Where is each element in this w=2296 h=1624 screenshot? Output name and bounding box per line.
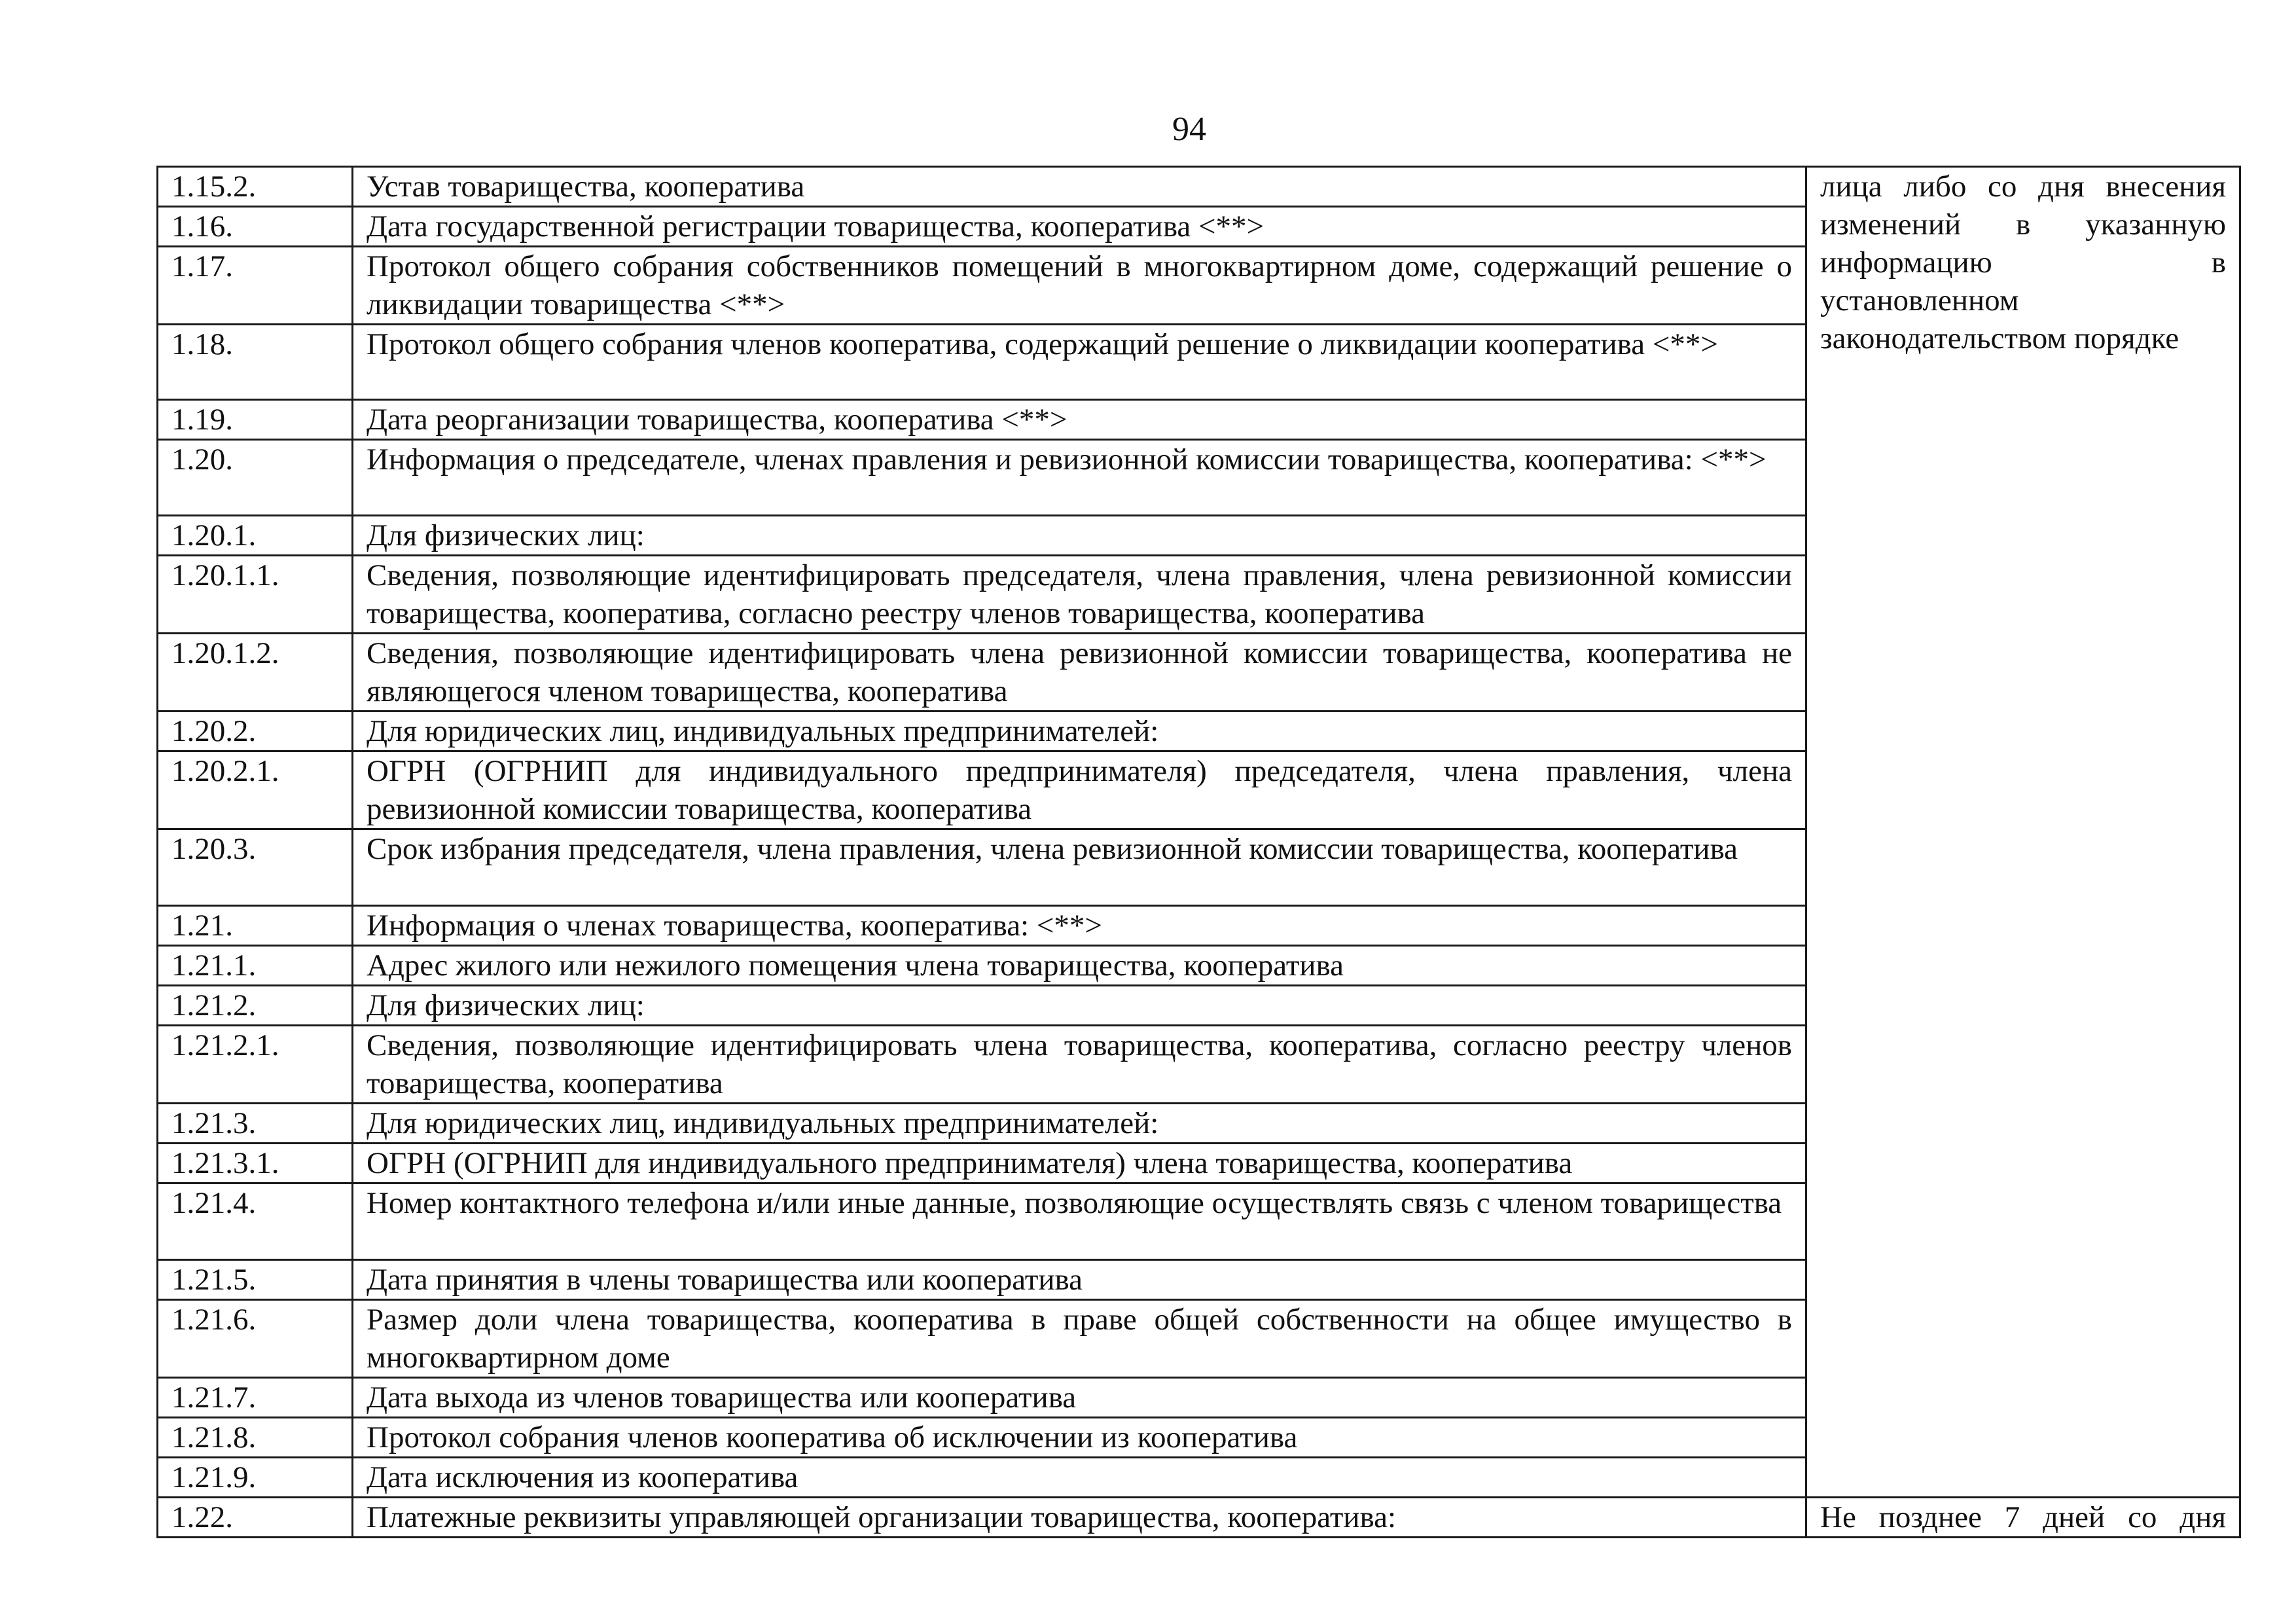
item-number: 1.22. [158,1498,353,1538]
item-number: 1.20.3. [158,829,353,906]
item-description: Дата исключения из кооператива [353,1458,1806,1498]
item-description: Дата государственной регистрации товарищества, кооператива <**> [353,207,1806,247]
item-description: Устав товарищества, кооператива [353,167,1806,207]
item-description: Протокол общего собрания собственников помещений в многоквартирном доме, содержащий решение о ликвидации товарищества <**> [353,247,1806,325]
item-number: 1.21.9. [158,1458,353,1498]
item-description: Размер доли члена товарищества, кооператива в праве общей собственности на общее имущество в многоквартирном доме [353,1300,1806,1378]
item-number: 1.21. [158,906,353,946]
item-number: 1.21.2. [158,986,353,1026]
item-description: Для физических лиц: [353,986,1806,1026]
item-number: 1.20.1.2. [158,634,353,712]
item-description: Сведения, позволяющие идентифицировать члена ревизионной комиссии товарищества, кооператива не являющегося членом товарищества, кооператива [353,634,1806,712]
deadline-line: установленном [1820,283,2019,317]
item-description: Сведения, позволяющие идентифицировать председателя, члена правления, члена ревизионной комиссии товарищества, кооператива, согласно реестру членов товарищества, кооператива [353,556,1806,634]
item-number: 1.20. [158,440,353,516]
item-number: 1.21.8. [158,1418,353,1458]
item-number: 1.21.2.1. [158,1026,353,1104]
item-description: Для физических лиц: [353,516,1806,556]
item-description: ОГРН (ОГРНИП для индивидуального предпринимателя) члена товарищества, кооператива [353,1144,1806,1183]
item-number: 1.20.1. [158,516,353,556]
deadline-cell [1806,1498,2240,1538]
item-number: 1.21.5. [158,1260,353,1300]
item-number: 1.19. [158,400,353,440]
item-description: Дата реорганизации товарищества, кооператива <**> [353,400,1806,440]
item-number: 1.16. [158,207,353,247]
item-description: Протокол собрания членов кооператива об исключении из кооператива [353,1418,1806,1458]
item-number: 1.21.6. [158,1300,353,1378]
item-number: 1.21.3. [158,1104,353,1144]
item-description: Срок избрания председателя, члена правления, члена ревизионной комиссии товарищества, кооператива [353,829,1806,906]
item-number: 1.21.3.1. [158,1144,353,1183]
deadline-cell [1806,167,2240,1498]
item-description: Адрес жилого или нежилого помещения члена товарищества, кооператива [353,946,1806,986]
item-description: Для юридических лиц, индивидуальных предпринимателей: [353,712,1806,751]
deadline-line: информацию в [1820,245,2226,280]
item-number: 1.21.4. [158,1183,353,1260]
item-number: 1.21.7. [158,1378,353,1418]
table-row [158,1498,2240,1538]
deadline-line: законодательством порядке [1820,321,2179,355]
item-number: 1.20.2.1. [158,751,353,829]
page-number: 94 [1172,111,1206,148]
deadline-line: изменений в указанную [1820,208,2226,242]
item-description: Платежные реквизиты управляющей организации товарищества, кооператива: [353,1498,1806,1538]
table-row [158,167,2240,207]
item-description: Протокол общего собрания членов кооператива, содержащий решение о ликвидации кооператива <**> [353,325,1806,400]
deadline-line: лица либо со дня внесения [1820,170,2226,204]
item-description: Информация о председателе, членах правления и ревизионной комиссии товарищества, кооператива: <**> [353,440,1806,516]
item-description: Дата выхода из членов товарищества или кооператива [353,1378,1806,1418]
item-description: Для юридических лиц, индивидуальных предпринимателей: [353,1104,1806,1144]
item-number: 1.20.1.1. [158,556,353,634]
item-number: 1.17. [158,247,353,325]
item-number: 1.20.2. [158,712,353,751]
item-number: 1.18. [158,325,353,400]
item-number: 1.15.2. [158,167,353,207]
item-description: Номер контактного телефона и/или иные данные, позволяющие осуществлять связь с членом товарищества [353,1183,1806,1260]
deadline-line: Не позднее 7 дней со дня [1820,1500,2226,1534]
disclosure-table [156,166,2241,1538]
item-description: Информация о членах товарищества, кооператива: <**> [353,906,1806,946]
item-description: ОГРН (ОГРНИП для индивидуального предпринимателя) председателя, члена правления, члена ревизионной комиссии товарищества, кооператива [353,751,1806,829]
item-description: Дата принятия в члены товарищества или кооператива [353,1260,1806,1300]
item-description: Сведения, позволяющие идентифицировать члена товарищества, кооператива, согласно реестру членов товарищества, кооператива [353,1026,1806,1104]
item-number: 1.21.1. [158,946,353,986]
